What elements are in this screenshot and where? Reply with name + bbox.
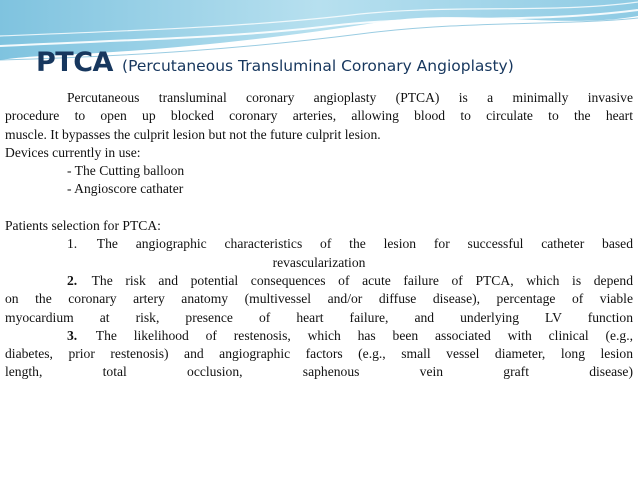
patient-criterion-3 [5, 327, 633, 345]
devices-heading: Devices currently in use: [5, 144, 141, 160]
criterion-text: The angiographic characteristics of the lesion for successful catheter based [96, 236, 633, 252]
criterion-number: 1. [67, 236, 78, 252]
patient-criterion-2 [5, 272, 633, 290]
device-item: - The Cutting balloon [67, 163, 185, 179]
criterion-number: 2. [67, 272, 78, 288]
patients-heading: Patients selection for PTCA: [5, 218, 161, 234]
patient-criterion-2-cont: myocardium at risk, presence of heart failure, and underlying LV function [5, 309, 633, 325]
patient-criterion-3-cont: diabetes, prior restenosis) and angiographic factors (e.g., small vessel diameter, long lesion [5, 346, 633, 362]
spacer [5, 199, 633, 217]
slide-title: PTCA [36, 47, 113, 78]
patient-criterion-3-cont: length, total occlusion, saphenous vein graft disease) [5, 364, 633, 380]
criterion-text: The likelihood of restenosis, which has been associated with clinical (e.g., [95, 327, 633, 343]
criterion-number: 3. [67, 327, 78, 343]
slide-title-row [36, 47, 514, 78]
intro-line-2: procedure to open up blocked coronary arteries, allowing blood to circulate to the heart [5, 108, 633, 124]
slide-body [5, 89, 633, 382]
criterion-text: The risk and potential consequences of acute failure of PTCA, which is depend [91, 272, 634, 288]
device-item: - Angioscore cathater [67, 181, 184, 197]
patient-criterion-1 [5, 235, 633, 253]
intro-line-1: Percutaneous transluminal coronary angioplasty (PTCA) is a minimally invasive [67, 90, 633, 105]
intro-line-3: muscle. It bypasses the culprit lesion but not the future culprit lesion. [5, 126, 381, 142]
slide-subtitle: (Percutaneous Transluminal Coronary Angioplasty) [122, 57, 514, 75]
patient-criterion-1-cont: revascularization [272, 254, 366, 270]
patient-criterion-2-cont: on the coronary artery anatomy (multivessel and/or diffuse disease), percentage of viable [5, 291, 633, 307]
